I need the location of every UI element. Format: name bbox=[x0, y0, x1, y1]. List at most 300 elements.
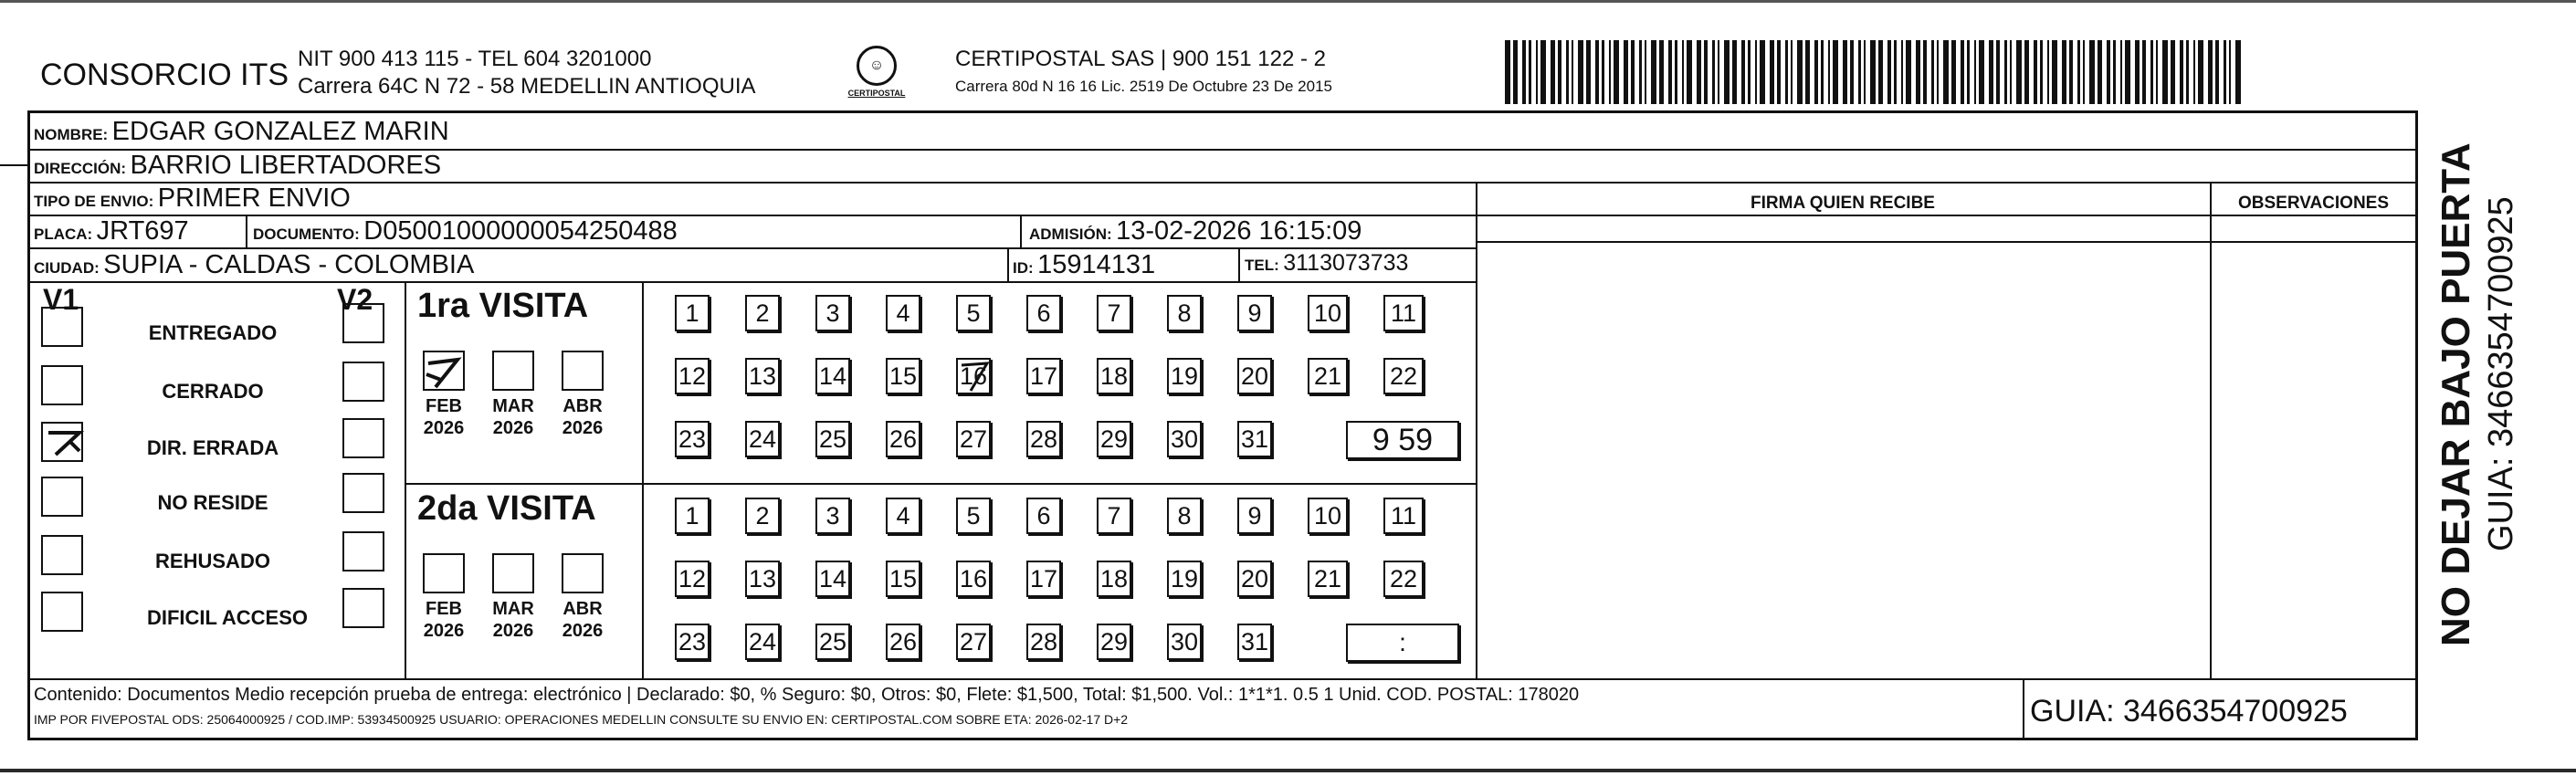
day-box[interactable] bbox=[886, 498, 920, 534]
barcode-bar bbox=[1760, 40, 1765, 104]
barcode-bar bbox=[2089, 40, 2095, 104]
day-number: 21 bbox=[1313, 564, 1342, 592]
day-number: 31 bbox=[1240, 425, 1269, 453]
barcode-bar bbox=[1718, 40, 1719, 104]
barcode-bar bbox=[1741, 40, 1745, 104]
day-number: 29 bbox=[1099, 627, 1129, 655]
barcode-bar bbox=[1833, 40, 1838, 104]
barcode-bar bbox=[1996, 40, 2000, 104]
day-box[interactable] bbox=[1167, 624, 1202, 660]
day-box[interactable] bbox=[956, 561, 991, 597]
certipostal-line: CERTIPOSTAL SAS | 900 151 122 - 2 bbox=[955, 47, 1326, 71]
barcode-bar bbox=[2156, 40, 2158, 104]
col-divider bbox=[1238, 247, 1240, 281]
day-number: 10 bbox=[1313, 299, 1342, 327]
barcode-bar bbox=[2107, 40, 2110, 104]
month-checkbox[interactable] bbox=[562, 351, 604, 391]
barcode-bar bbox=[1814, 40, 1818, 104]
time-box[interactable]: : bbox=[1346, 624, 1459, 662]
barcode-bar bbox=[1645, 40, 1646, 104]
barcode-bar bbox=[2142, 40, 2146, 104]
placa-value: JRT697 bbox=[96, 216, 189, 246]
barcode-bar bbox=[1551, 40, 1555, 104]
day-box[interactable] bbox=[1026, 498, 1061, 534]
address-line: Carrera 64C N 72 - 58 MEDELLIN ANTIOQUIA bbox=[298, 74, 756, 99]
barcode-bar bbox=[2229, 40, 2231, 104]
admision-label: ADMISIÓN: bbox=[1029, 225, 1112, 243]
id-label: ID: bbox=[1013, 259, 1034, 277]
tel-label: TEL: bbox=[1245, 257, 1279, 274]
barcode-bar bbox=[2186, 40, 2189, 104]
visit-title: 2da VISITA bbox=[417, 489, 596, 528]
day-number: 22 bbox=[1389, 362, 1418, 390]
v2-checkbox[interactable] bbox=[342, 473, 384, 513]
barcode-bar bbox=[1704, 40, 1708, 104]
scan-margin-mark bbox=[0, 164, 27, 166]
day-box[interactable] bbox=[1026, 561, 1061, 597]
v2-checkbox[interactable] bbox=[342, 588, 384, 628]
day-number: 20 bbox=[1240, 564, 1269, 592]
barcode-bar bbox=[2034, 40, 2037, 104]
barcode-bar bbox=[2040, 40, 2043, 104]
day-box[interactable] bbox=[1237, 295, 1272, 331]
side-guia: GUIA: 3466354700925 bbox=[2482, 196, 2520, 551]
footer-imp: IMP POR FIVEPOSTAL ODS: 25064000925 / COD.IMP: 53934500925 USUARIO: OPERACIONES MEDELLIN CONSULTE SU ENVIO EN: CERTIPOSTAL.COM SOBRE ETA: 2026-02-17 D+2 bbox=[34, 712, 1129, 727]
day-number: 15 bbox=[888, 564, 918, 592]
day-number: 10 bbox=[1313, 501, 1342, 530]
day-box[interactable] bbox=[745, 358, 780, 394]
day-box[interactable] bbox=[1237, 498, 1272, 534]
month-checkbox[interactable] bbox=[492, 553, 534, 593]
day-number: 17 bbox=[1029, 362, 1058, 390]
barcode-bar bbox=[1943, 40, 1949, 104]
barcode-bar bbox=[2125, 40, 2130, 104]
day-box[interactable] bbox=[1026, 421, 1061, 457]
barcode-bar bbox=[1712, 40, 1715, 104]
nit-line: NIT 900 413 115 - TEL 604 3201000 bbox=[298, 47, 652, 71]
day-number: 9 bbox=[1247, 501, 1262, 530]
scan-edge-top bbox=[0, 0, 2576, 3]
row-divider bbox=[405, 483, 1476, 485]
v1-checkbox[interactable] bbox=[41, 422, 83, 462]
day-number: 1 bbox=[685, 501, 699, 530]
day-number: 22 bbox=[1389, 564, 1418, 592]
day-number: 15 bbox=[888, 362, 918, 390]
certipostal-logo bbox=[840, 46, 913, 102]
day-number: 24 bbox=[748, 425, 777, 453]
day-number: 27 bbox=[959, 425, 988, 453]
barcode-bar bbox=[1989, 40, 1993, 104]
time-box[interactable]: 9 59 bbox=[1346, 421, 1459, 459]
day-number: 25 bbox=[818, 627, 847, 655]
day-number: 26 bbox=[888, 425, 918, 453]
day-box[interactable] bbox=[1167, 498, 1202, 534]
barcode-bar bbox=[1513, 40, 1518, 104]
barcode-bar bbox=[2193, 40, 2195, 104]
barcode-bar bbox=[1540, 40, 1546, 104]
tel-cell bbox=[1245, 250, 1408, 277]
observaciones-label: OBSERVACIONES bbox=[2237, 194, 2390, 213]
v2-checkbox[interactable] bbox=[342, 303, 384, 343]
month-name: ABR bbox=[563, 396, 603, 416]
tipo-value: PRIMER ENVIO bbox=[157, 184, 351, 213]
barcode-bar bbox=[1724, 40, 1730, 104]
day-box[interactable] bbox=[1097, 358, 1131, 394]
footer-guia: GUIA: 3466354700925 bbox=[2030, 694, 2348, 729]
day-box[interactable] bbox=[1097, 561, 1131, 597]
day-number: 18 bbox=[1099, 362, 1129, 390]
day-box[interactable] bbox=[1167, 295, 1202, 331]
day-number: 18 bbox=[1099, 564, 1129, 592]
barcode-bar bbox=[1624, 40, 1628, 104]
day-box[interactable] bbox=[1026, 358, 1061, 394]
day-box[interactable] bbox=[815, 421, 850, 457]
row-divider bbox=[30, 247, 1476, 249]
month-checkbox[interactable] bbox=[423, 351, 465, 391]
barcode-bar bbox=[1777, 40, 1781, 104]
day-box[interactable] bbox=[1097, 498, 1131, 534]
day-box[interactable] bbox=[675, 498, 710, 534]
status-label: CERRADO bbox=[162, 380, 264, 403]
v1-checkbox[interactable] bbox=[41, 477, 83, 517]
day-box[interactable] bbox=[675, 561, 710, 597]
barcode-bar bbox=[2120, 40, 2122, 104]
barcode-bar bbox=[2162, 40, 2168, 104]
row-divider bbox=[30, 678, 2415, 680]
day-box[interactable] bbox=[1026, 624, 1061, 660]
day-box[interactable] bbox=[1383, 358, 1424, 394]
day-number: 27 bbox=[959, 627, 988, 655]
day-number: 3 bbox=[825, 299, 840, 327]
col-divider bbox=[1007, 247, 1009, 281]
month-name: MAR bbox=[492, 599, 534, 619]
company-name: CONSORCIO ITS bbox=[40, 58, 289, 92]
day-number: 7 bbox=[1107, 299, 1121, 327]
day-number: 11 bbox=[1390, 299, 1417, 327]
month-name: ABR bbox=[563, 599, 603, 619]
month-checkbox[interactable] bbox=[562, 553, 604, 593]
barcode-bar bbox=[1791, 40, 1793, 104]
status-label: ENTREGADO bbox=[148, 321, 278, 344]
day-box[interactable] bbox=[886, 624, 920, 660]
barcode-bar bbox=[2150, 40, 2153, 104]
barcode-bar bbox=[1505, 40, 1510, 104]
day-number: 31 bbox=[1240, 627, 1269, 655]
day-box[interactable] bbox=[745, 624, 780, 660]
day-number: 8 bbox=[1177, 501, 1192, 530]
v1-checkbox[interactable] bbox=[41, 307, 83, 347]
month-year: 2026 bbox=[492, 418, 534, 438]
day-number: 14 bbox=[818, 564, 847, 592]
barcode-bar bbox=[2235, 40, 2241, 104]
day-number: 29 bbox=[1099, 425, 1129, 453]
barcode-bar bbox=[1522, 40, 1526, 104]
barcode-bar bbox=[2004, 40, 2007, 104]
barcode-bar bbox=[1675, 40, 1677, 104]
day-box[interactable] bbox=[1308, 358, 1348, 394]
day-box[interactable] bbox=[1167, 421, 1202, 457]
day-box[interactable] bbox=[745, 421, 780, 457]
v2-checkbox[interactable] bbox=[342, 418, 384, 458]
day-box[interactable] bbox=[815, 498, 850, 534]
v2-checkbox[interactable] bbox=[342, 362, 384, 402]
observaciones-area[interactable] bbox=[2212, 243, 2414, 677]
ciudad-label: CIUDAD: bbox=[34, 259, 100, 277]
month-year: 2026 bbox=[423, 418, 465, 438]
barcode-bar bbox=[1558, 40, 1561, 104]
logo-icon: ☺ bbox=[857, 46, 897, 86]
day-box[interactable] bbox=[1097, 421, 1131, 457]
barcode-bar bbox=[1979, 40, 1984, 104]
barcode-bar bbox=[1755, 40, 1757, 104]
id-value: 15914131 bbox=[1037, 250, 1156, 279]
day-number: 28 bbox=[1029, 425, 1058, 453]
tipo-label: TIPO DE ENVIO: bbox=[34, 193, 154, 210]
day-box[interactable] bbox=[956, 624, 991, 660]
day-box[interactable] bbox=[745, 498, 780, 534]
barcode-bar bbox=[1937, 40, 1939, 104]
barcode-bar bbox=[1887, 40, 1891, 104]
tel-value: 3113073733 bbox=[1283, 250, 1409, 276]
day-box[interactable] bbox=[1308, 498, 1348, 534]
day-number: 19 bbox=[1170, 362, 1199, 390]
v1-checkbox[interactable] bbox=[41, 592, 83, 632]
day-number: 20 bbox=[1240, 362, 1269, 390]
month-year: 2026 bbox=[423, 621, 465, 641]
day-box[interactable] bbox=[675, 358, 710, 394]
barcode-bar bbox=[1529, 40, 1531, 104]
col-divider bbox=[1020, 215, 1022, 247]
barcode-bar bbox=[1805, 40, 1810, 104]
day-box[interactable] bbox=[886, 358, 920, 394]
barcode-bar bbox=[1732, 40, 1737, 104]
barcode-bar bbox=[1923, 40, 1927, 104]
status-label: DIR. ERRADA bbox=[146, 436, 279, 459]
v2-label: V2 bbox=[337, 283, 373, 316]
day-box[interactable] bbox=[815, 358, 850, 394]
day-number: 23 bbox=[678, 627, 707, 655]
v2-checkbox[interactable] bbox=[342, 531, 384, 572]
day-number: 5 bbox=[966, 501, 981, 530]
visit-title: 1ra VISITA bbox=[417, 287, 589, 325]
day-box[interactable] bbox=[1237, 561, 1272, 597]
day-box[interactable] bbox=[815, 295, 850, 331]
v1-checkbox[interactable] bbox=[41, 365, 83, 405]
day-box[interactable] bbox=[815, 561, 850, 597]
day-number: 26 bbox=[888, 627, 918, 655]
placa-cell bbox=[34, 216, 189, 246]
barcode-bar bbox=[2083, 40, 2085, 104]
day-box[interactable] bbox=[956, 358, 991, 394]
barcode-bar bbox=[2113, 40, 2116, 104]
nombre-label: NOMBRE: bbox=[34, 126, 109, 143]
day-number: 21 bbox=[1313, 362, 1342, 390]
day-number: 7 bbox=[1107, 501, 1121, 530]
barcode-bar bbox=[2098, 40, 2102, 104]
barcode-bar bbox=[1697, 40, 1701, 104]
barcode-bar bbox=[1572, 40, 1573, 104]
day-number: 3 bbox=[825, 501, 840, 530]
barcode-bar bbox=[2224, 40, 2226, 104]
month-name: FEB bbox=[426, 396, 462, 416]
barcode-bar bbox=[2198, 40, 2203, 104]
barcode-bar bbox=[2180, 40, 2183, 104]
status-label: REHUSADO bbox=[155, 550, 270, 572]
scan-edge-bottom bbox=[0, 769, 2576, 772]
direccion-label: DIRECCIÓN: bbox=[34, 160, 127, 177]
barcode-bar bbox=[1843, 40, 1847, 104]
admision-cell bbox=[1029, 216, 1362, 246]
col-divider bbox=[642, 281, 644, 678]
day-box[interactable] bbox=[956, 498, 991, 534]
barcode-bar bbox=[1828, 40, 1830, 104]
day-number: 1 bbox=[685, 299, 699, 327]
month-name: FEB bbox=[426, 599, 462, 619]
barcode-bar bbox=[1850, 40, 1854, 104]
barcode-bar bbox=[1770, 40, 1774, 104]
barcode-bar bbox=[2077, 40, 2080, 104]
side-warning: NO DEJAR BAJO PUERTA bbox=[2434, 142, 2478, 646]
signature-area[interactable] bbox=[1477, 243, 2208, 677]
barcode-bar bbox=[2062, 40, 2066, 104]
status-label: NO RESIDE bbox=[157, 491, 268, 514]
barcode-bar bbox=[1961, 40, 1964, 104]
col-divider bbox=[405, 281, 406, 678]
day-number: 24 bbox=[748, 627, 777, 655]
month-year: 2026 bbox=[562, 418, 604, 438]
day-number: 16 bbox=[959, 564, 988, 592]
day-box[interactable] bbox=[815, 624, 850, 660]
day-box[interactable] bbox=[956, 295, 991, 331]
nombre-value: EDGAR GONZALEZ MARIN bbox=[111, 117, 449, 146]
day-box[interactable] bbox=[886, 295, 920, 331]
barcode-bar bbox=[1748, 40, 1751, 104]
day-box[interactable] bbox=[1097, 295, 1131, 331]
day-box[interactable] bbox=[886, 561, 920, 597]
v1-label: V1 bbox=[43, 283, 79, 316]
barcode-bar bbox=[2016, 40, 2022, 104]
day-number: 11 bbox=[1390, 501, 1417, 530]
day-number: 30 bbox=[1170, 627, 1199, 655]
day-number: 30 bbox=[1170, 425, 1199, 453]
day-number: 17 bbox=[1029, 564, 1058, 592]
barcode-bar bbox=[1687, 40, 1692, 104]
month-checkbox[interactable] bbox=[492, 351, 534, 391]
status-label: DIFICIL ACCESO bbox=[146, 606, 308, 629]
day-number: 14 bbox=[818, 362, 847, 390]
day-number: 19 bbox=[1170, 564, 1199, 592]
barcode-bar bbox=[1659, 40, 1664, 104]
barcode-bar bbox=[1821, 40, 1824, 104]
barcode-bar bbox=[1639, 40, 1642, 104]
documento-value: D05001000000054250488 bbox=[363, 216, 678, 246]
col-divider bbox=[246, 215, 247, 247]
day-box[interactable] bbox=[675, 624, 710, 660]
day-box[interactable] bbox=[1167, 358, 1202, 394]
day-box[interactable] bbox=[675, 295, 710, 331]
month-year: 2026 bbox=[562, 621, 604, 641]
documento-cell bbox=[253, 216, 678, 246]
col-divider bbox=[2023, 678, 2024, 738]
direccion-row bbox=[34, 151, 441, 181]
footer-contenido: Contenido: Documentos Medio recepción prueba de entrega: electrónico | Declarado: $0, % Seguro: $0, Otros: $0, Flete: $1,500, Total: $1,500. Vol.: 1*1*1. 0.5 1 Unid. COD. POSTAL: 178020 bbox=[34, 685, 1580, 705]
id-cell bbox=[1013, 250, 1155, 280]
month-name: MAR bbox=[492, 396, 534, 416]
barcode-bar bbox=[1901, 40, 1903, 104]
day-box[interactable] bbox=[1383, 498, 1424, 534]
day-box[interactable] bbox=[956, 421, 991, 457]
day-box[interactable] bbox=[1167, 561, 1202, 597]
barcode-bar bbox=[2047, 40, 2049, 104]
company-info bbox=[298, 46, 756, 100]
barcode-bar bbox=[1797, 40, 1803, 104]
guide-form bbox=[27, 110, 2418, 740]
day-number: 13 bbox=[748, 362, 777, 390]
day-number: 13 bbox=[748, 564, 777, 592]
barcode-bar bbox=[1609, 40, 1611, 104]
day-box[interactable] bbox=[1383, 561, 1424, 597]
day-number: 12 bbox=[678, 564, 707, 592]
day-box[interactable] bbox=[1026, 295, 1061, 331]
day-number: 6 bbox=[1036, 299, 1051, 327]
firma-label: FIRMA QUIEN RECIBE bbox=[1751, 194, 1935, 213]
barcode-bar bbox=[1967, 40, 1970, 104]
barcode-bar bbox=[2052, 40, 2057, 104]
barcode-bar bbox=[1668, 40, 1672, 104]
direccion-value: BARRIO LIBERTADORES bbox=[130, 151, 442, 180]
barcode-bar bbox=[1785, 40, 1788, 104]
barcode-bar bbox=[1916, 40, 1920, 104]
day-box[interactable] bbox=[1237, 421, 1272, 457]
day-box[interactable] bbox=[1308, 295, 1348, 331]
barcode-bar bbox=[1536, 40, 1538, 104]
day-box[interactable] bbox=[1383, 295, 1424, 331]
day-number: 12 bbox=[678, 362, 707, 390]
day-box[interactable] bbox=[1097, 624, 1131, 660]
barcode-bar bbox=[1858, 40, 1861, 104]
barcode-bar bbox=[1586, 40, 1591, 104]
barcode-bar bbox=[1894, 40, 1897, 104]
day-number: 8 bbox=[1177, 299, 1192, 327]
day-box[interactable] bbox=[1308, 561, 1348, 597]
barcode-bar bbox=[2069, 40, 2073, 104]
documento-label: DOCUMENTO: bbox=[253, 225, 360, 243]
day-box[interactable] bbox=[745, 561, 780, 597]
day-number: 5 bbox=[966, 299, 981, 327]
v1-checkbox[interactable] bbox=[41, 535, 83, 575]
admision-value: 13-02-2026 16:15:09 bbox=[1116, 216, 1362, 246]
barcode-bar bbox=[2135, 40, 2140, 104]
month-year: 2026 bbox=[492, 621, 534, 641]
day-number: 9 bbox=[1247, 299, 1262, 327]
month-checkbox[interactable] bbox=[423, 553, 465, 593]
ciudad-cell bbox=[34, 250, 474, 280]
barcode-bar bbox=[1651, 40, 1656, 104]
barcode-bar bbox=[1906, 40, 1911, 104]
day-box[interactable] bbox=[1237, 624, 1272, 660]
barcode-bar bbox=[2010, 40, 2012, 104]
day-box[interactable] bbox=[745, 295, 780, 331]
day-number: 4 bbox=[896, 299, 910, 327]
day-box[interactable] bbox=[1237, 358, 1272, 394]
barcode-bar bbox=[1602, 40, 1604, 104]
barcode-bar bbox=[1951, 40, 1956, 104]
barcode-bar bbox=[1870, 40, 1876, 104]
barcode-bar bbox=[2215, 40, 2219, 104]
day-box[interactable] bbox=[675, 421, 710, 457]
day-box[interactable] bbox=[886, 421, 920, 457]
tipo-row bbox=[34, 184, 351, 214]
